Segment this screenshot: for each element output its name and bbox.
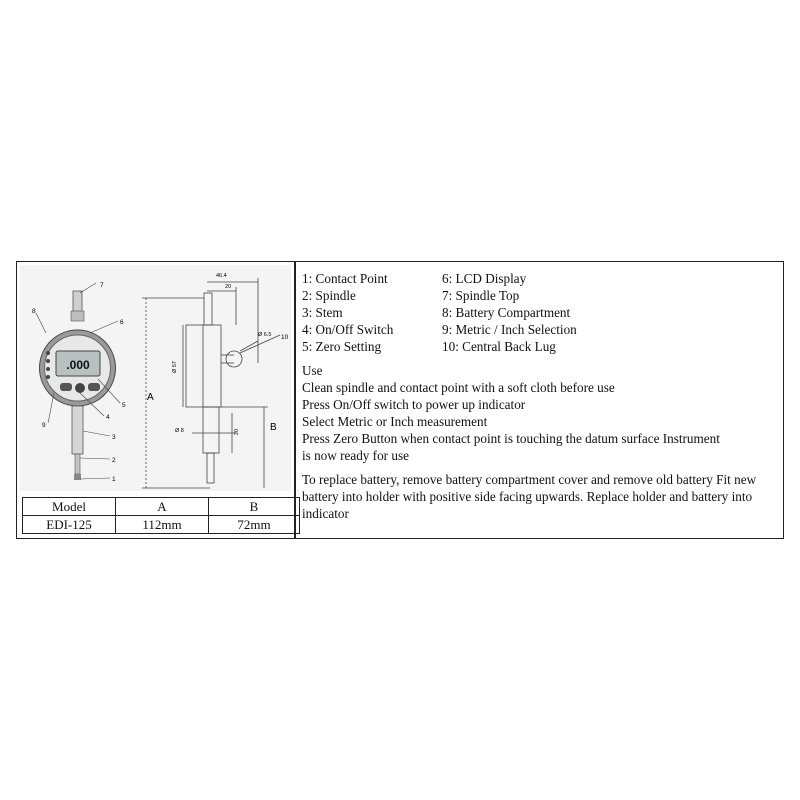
list-item	[302, 321, 577, 338]
header-a: A	[116, 498, 209, 516]
use-line: Press Zero Button when contact point is touching the datum surface Instrument	[302, 431, 720, 446]
spec-table-header	[23, 498, 300, 516]
indicator-drawing	[18, 263, 293, 493]
part-label: 1: Contact Point	[302, 271, 388, 286]
use-line: is now ready for use	[302, 448, 409, 463]
callout-5: 5	[122, 402, 126, 409]
spec-table	[22, 497, 300, 534]
dim-top-partial: 20	[225, 284, 232, 290]
indicator-diagram	[18, 263, 293, 493]
battery-instructions: To replace battery, remove battery compartment cover and remove old battery Fit new battery into holder with positive side facing upwards. Replace holder and battery into indicator	[302, 472, 757, 521]
parts-list	[302, 270, 577, 355]
header-b: B	[209, 498, 300, 516]
list-item	[302, 338, 577, 355]
part-label: 7: Spindle Top	[442, 288, 520, 303]
callout-4: 4	[106, 414, 110, 421]
dim-label-a: A	[147, 392, 154, 403]
stem	[72, 406, 83, 454]
callout-6: 6	[120, 319, 124, 326]
lcd-reading: .000	[66, 358, 90, 372]
dim-label-b: B	[270, 422, 277, 433]
callout-3: 3	[112, 434, 116, 441]
part-label: 2: Spindle	[302, 288, 356, 303]
use-line: Press On/Off switch to power up indicator	[302, 397, 526, 412]
callout-2: 2	[112, 457, 116, 464]
callout-10: 10	[281, 334, 289, 341]
callout-8: 8	[32, 308, 36, 315]
cell-a: 112mm	[116, 516, 209, 534]
part-label: 6: LCD Display	[442, 271, 527, 286]
part-label: 10: Central Back Lug	[442, 339, 556, 354]
part-label: 9: Metric / Inch Selection	[442, 322, 577, 337]
part-label: 5: Zero Setting	[302, 339, 382, 354]
dim-lug-dia: Ø 6.5	[258, 332, 272, 338]
part-label: 3: Stem	[302, 305, 343, 320]
dim-stem-len: 20	[234, 428, 240, 435]
callout-7: 7	[100, 282, 104, 289]
zero-button	[88, 383, 100, 391]
metric-inch-button	[75, 383, 85, 393]
dim-top-total: 46.4	[216, 273, 227, 279]
list-item	[302, 304, 577, 321]
callout-1: 1	[112, 476, 116, 483]
part-label: 4: On/Off Switch	[302, 322, 394, 337]
part-label: 8: Battery Compartment	[442, 305, 571, 320]
cell-b: 72mm	[209, 516, 300, 534]
list-item	[302, 270, 577, 287]
dim-stem-dia: Ø 8	[175, 428, 184, 434]
callout-9: 9	[42, 422, 46, 429]
onoff-button	[60, 383, 72, 391]
header-model: Model	[23, 498, 116, 516]
cell-model: EDI-125	[23, 516, 116, 534]
table-row	[23, 516, 300, 534]
use-line: Select Metric or Inch measurement	[302, 414, 488, 429]
use-heading: Use	[302, 363, 323, 378]
spindle	[75, 454, 80, 474]
dim-body-dia: Ø 57	[172, 361, 178, 373]
list-item	[302, 287, 577, 304]
contact-point	[74, 474, 81, 480]
use-line: Clean spindle and contact point with a soft cloth before use	[302, 380, 615, 395]
